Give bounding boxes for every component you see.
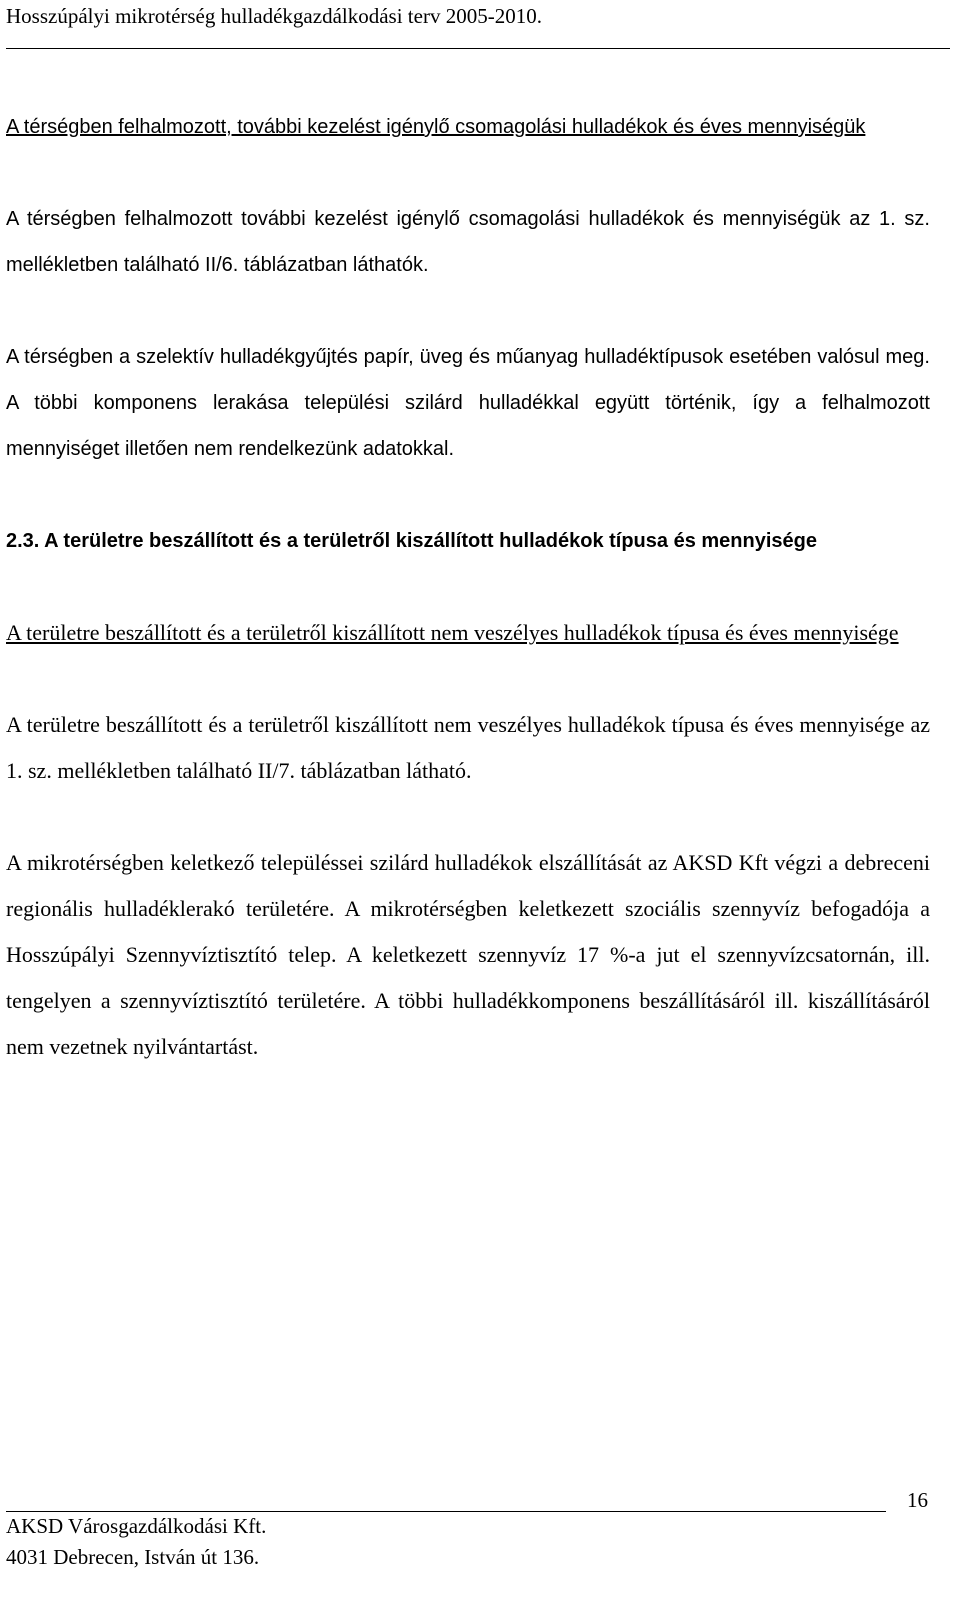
spacer	[6, 288, 930, 334]
packaging-paragraph-2: A térségben a szelektív hulladékgyűjtés papír, üveg és műanyag hulladéktípusok esetében valósul meg. A többi komponens lerakása települési szilárd hulladékkal együtt történik, így a felhalmozott mennyiséget illetően nem rendelkezünk adatokkal.	[6, 346, 930, 460]
page-header-title: Hosszúpályi mikrotérség hulladékgazdálkodási terv 2005-2010.	[6, 4, 542, 28]
packaging-heading: A térségben felhalmozott, további kezelést igénylő csomagolási hulladékok és éves mennyiségük	[6, 116, 866, 138]
section-2-3-heading: 2.3. A területre beszállított és a területről kiszállított hulladékok típusa és mennyisége	[6, 530, 817, 552]
spacer	[6, 150, 930, 196]
page-number: 16	[907, 1488, 928, 1512]
footer-company-name: AKSD Városgazdálkodási Kft.	[6, 1514, 267, 1538]
nonhazardous-heading: A területre beszállított és a területről kiszállított nem veszélyes hulladékok típusa és éves mennyisége	[6, 620, 899, 645]
spacer	[6, 472, 930, 518]
nonhazardous-paragraph: A területre beszállított és a területről kiszállított nem veszélyes hulladékok típusa és éves mennyisége az 1. sz. mellékletben található II/7. táblázatban látható.	[6, 712, 930, 783]
spacer	[6, 656, 930, 702]
footer-address: 4031 Debrecen, István út 136.	[6, 1545, 260, 1569]
packaging-paragraph-1: A térségben felhalmozott további kezelést igénylő csomagolási hulladékok és mennyiségük az 1. sz. mellékletben található II/6. táblázatban láthatók.	[6, 208, 930, 276]
page-content	[6, 104, 930, 1070]
spacer	[6, 794, 930, 840]
transport-paragraph: A mikrotérségben keletkező településsei szilárd hulladékok elszállítását az AKSD Kft végzi a debreceni regionális hulladéklerakó területére. A mikrotérségben keletkezett szociális szennyvíz befogadója a Hosszúpályi Szennyvíztisztító telep. A keletkezett szennyvíz 17 %-a jut el szennyvízcsatornán, ill. tengelyen a szennyvíztisztító területére. A többi hulladékkomponens beszállításáról ill. kiszállításáról nem vezetnek nyilvántartást.	[6, 850, 930, 1059]
spacer	[6, 564, 930, 610]
header-divider	[6, 48, 950, 49]
